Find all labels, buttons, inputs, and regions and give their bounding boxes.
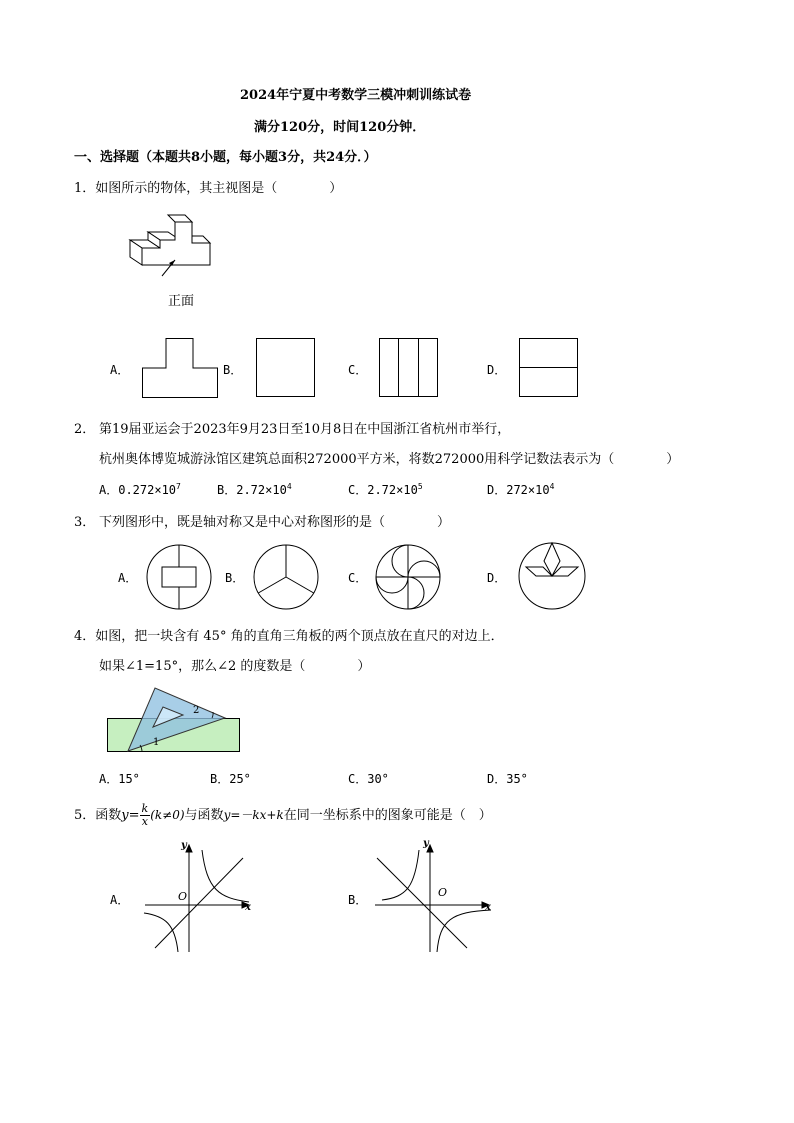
q3-option-c-label: C． [348,571,368,585]
q5-option-b-graph[interactable] [375,840,493,955]
q1-front-label: 正面 [168,294,195,309]
q1-option-d-figure[interactable] [519,338,579,398]
q1-option-a-figure[interactable] [142,338,218,398]
q2-line2: 杭州奥体博览城游泳馆区建筑总面积272000平方米，将数272000用科学记数法表示为（ ） [99,452,680,467]
q5-a-x-axis-label: x [245,902,251,913]
q4-angle2-label: 2 [193,705,200,716]
q3-option-a-figure[interactable] [145,543,213,611]
q5-b-x-axis-label: x [485,902,491,913]
q5-a-origin-label: O [178,890,188,903]
q2-option-c[interactable]: C．$2.72\times 10^5$ [348,482,423,497]
q5-frac-den: x [141,815,148,828]
q2-option-a[interactable]: A．$0.272\times 10^7$ [99,482,181,497]
q3-number: 3． [74,515,96,530]
q1-stem: 1．如图所示的物体，其主视图是（ ） [74,181,343,196]
q3-option-b-label: B． [225,571,245,585]
q5-func2: y=－kx+k [223,808,284,822]
q5-b-origin-label: O [438,886,448,899]
q4-option-b[interactable]: B．25° [210,772,251,786]
q4-ruler-triangle-figure [100,685,245,757]
q1-option-d-label: D． [487,363,507,377]
q4-angle1-label: 1 [153,737,160,748]
q1-option-c-figure[interactable] [379,338,439,398]
q1-option-c-label: C． [348,363,368,377]
q5-prefix: 5．函数 [74,808,122,823]
q5-option-b-label: B． [348,893,368,907]
q5-option-a-graph[interactable] [145,840,255,955]
q4-option-a[interactable]: A．15° [99,772,140,786]
q1-option-a-label: A． [110,363,130,377]
q5-stem [74,800,492,831]
q3-stem: 下列图形中，既是轴对称又是中心对称图形的是（ ） [99,515,451,530]
q5-option-a-label: A． [110,893,130,907]
q5-a-y-axis-label: y [181,840,187,851]
q1-option-b-label: B． [223,363,243,377]
q1-solid-figure [125,210,220,290]
q5-frac-num: k [141,802,149,815]
q5-y: y [121,808,129,823]
q1-option-b-figure[interactable] [256,338,316,398]
q4-option-d[interactable]: D．35° [487,772,528,786]
exam-subtitle: 满分120分，时间120分钟． [254,120,426,135]
q2-line1: 第19届亚运会于2023年9月23日至10月8日在中国浙江省杭州市举行， [99,422,511,437]
section-heading: 一、选择题（本题共8小题，每小题3分，共24分．） [74,150,377,165]
q3-option-b-figure[interactable] [252,543,320,611]
q5-condition: (k≠0) [150,808,185,822]
q5-fraction [140,803,151,828]
q2-option-b[interactable]: B．$2.72\times 10^4$ [217,482,292,497]
q4-option-c[interactable]: C．30° [348,772,389,786]
q3-option-d-figure[interactable] [517,541,587,611]
q3-option-c-figure[interactable] [374,543,442,611]
q4-line2: 如果∠1=15°，那么∠2 的度数是（ ） [99,659,371,674]
q5-eq: = [128,808,140,823]
q2-number: 2． [74,422,96,437]
q2-option-d[interactable]: D．$272\times 10^4$ [487,482,555,497]
q3-option-d-label: D． [487,571,507,585]
q5-mid: 与函数 [184,808,224,823]
q4-line1: 4．如图，把一块含有 45° 角的直角三角板的两个顶点放在直尺的对边上． [74,629,504,644]
q5-suffix: 在同一坐标系中的图象可能是（ ） [283,808,492,823]
q5-b-y-axis-label: y [423,838,429,849]
q3-option-a-label: A． [118,571,138,585]
exam-title: 2024年宁夏中考数学三模冲刺训练试卷 [240,88,472,103]
